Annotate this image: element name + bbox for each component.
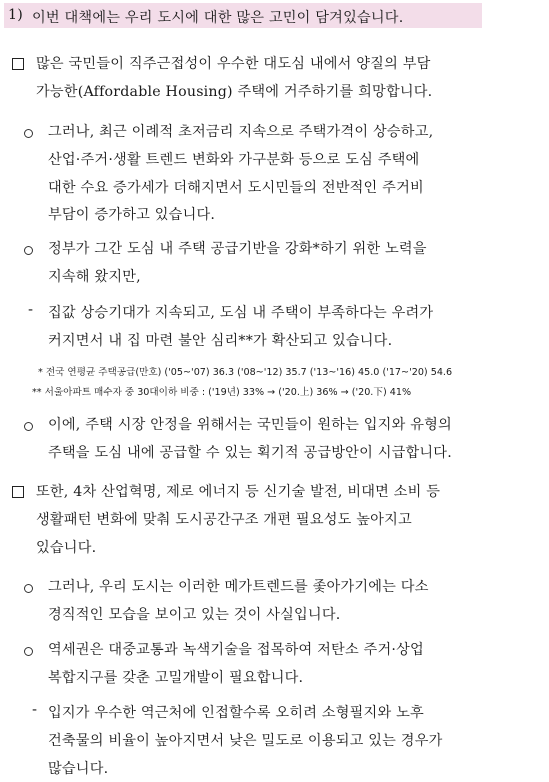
s1a-line-4: 부담이 증가하고 있습니다. <box>48 207 216 223</box>
s2c-line-1: 입지가 우수한 역근처에 인접할수록 오히려 소형필지와 노후 <box>48 705 424 721</box>
s2-line-3: 있습니다. <box>36 540 97 556</box>
header-number: 1) <box>8 7 23 23</box>
footnote-1: * 전국 연평균 주택공급(만호) ('05~'07) 36.3 ('08~'12) 35.7 ('13~'16) 45.0 ('17~'20) 54.6 <box>38 367 453 378</box>
circle-bullet-icon <box>24 246 33 255</box>
s2c-line-3: 많습니다. <box>48 761 109 777</box>
s1a-line-3: 대한 수요 증가세가 더해지면서 도시민들의 전반적인 주거비 <box>48 180 424 196</box>
s1b-line-2: 지속해 왔지만, <box>48 269 141 285</box>
s2a-line-2: 경직적인 모습을 보이고 있는 것이 사실입니다. <box>48 607 341 623</box>
s1d-line-1: 이에, 주택 시장 안정을 위해서는 국민들이 원하는 입지와 유형의 <box>48 417 452 433</box>
dash-bullet-icon: - <box>28 302 34 318</box>
s1-line-2: 가능한(Affordable Housing) 주택에 거주하기를 희망합니다. <box>36 84 433 100</box>
s2b-line-2: 복합지구를 갖춘 고밀개발이 필요합니다. <box>48 670 304 686</box>
circle-bullet-icon <box>24 584 33 593</box>
s1b-line-1: 정부가 그간 도심 내 주택 공급기반을 강화*하기 위한 노력을 <box>48 241 427 257</box>
circle-bullet-icon <box>24 422 33 431</box>
s1c-line-1: 집값 상승기대가 지속되고, 도심 내 주택이 부족하다는 우려가 <box>48 305 434 321</box>
s1d-line-2: 주택을 도심 내에 공급할 수 있는 획기적 공급방안이 시급합니다. <box>48 445 452 461</box>
s1a-line-2: 산업·주거·생활 트렌드 변화와 가구분화 등으로 도심 주택에 <box>48 152 420 168</box>
s2-line-2: 생활패턴 변화에 맞춰 도시공간구조 개편 필요성도 높아지고 <box>36 512 412 528</box>
s1a-line-1: 그러나, 최근 이례적 초저금리 지속으로 주택가격이 상승하고, <box>48 124 434 140</box>
s1c-line-2: 커지면서 내 집 마련 불안 심리**가 확산되고 있습니다. <box>48 333 393 349</box>
s1-line-1: 많은 국민들이 직주근접성이 우수한 대도심 내에서 양질의 부담 <box>36 56 431 72</box>
s2b-line-1: 역세권은 대중교통과 녹색기술을 접목하여 저탄소 주거·상업 <box>48 642 424 658</box>
square-bullet-icon <box>12 486 24 498</box>
s2-line-1: 또한, 4차 산업혁명, 제로 에너지 등 신기술 발전, 비대면 소비 등 <box>36 484 441 500</box>
header-text: 이번 대책에는 우리 도시에 대한 많은 고민이 담겨있습니다. <box>32 10 404 26</box>
dash-bullet-icon: - <box>32 702 38 718</box>
square-bullet-icon <box>12 58 24 70</box>
circle-bullet-icon <box>24 129 33 138</box>
s2a-line-1: 그러나, 우리 도시는 이러한 메가트렌드를 좇아가기에는 다소 <box>48 579 429 595</box>
circle-bullet-icon <box>24 647 33 656</box>
footnote-2: ** 서울아파트 매수자 중 30대이하 비중 : ('19년) 33% → ('20.上) 36% → ('20.下) 41% <box>32 387 412 398</box>
s2c-line-2: 건축물의 비율이 높아지면서 낮은 밀도로 이용되고 있는 경우가 <box>48 733 443 749</box>
